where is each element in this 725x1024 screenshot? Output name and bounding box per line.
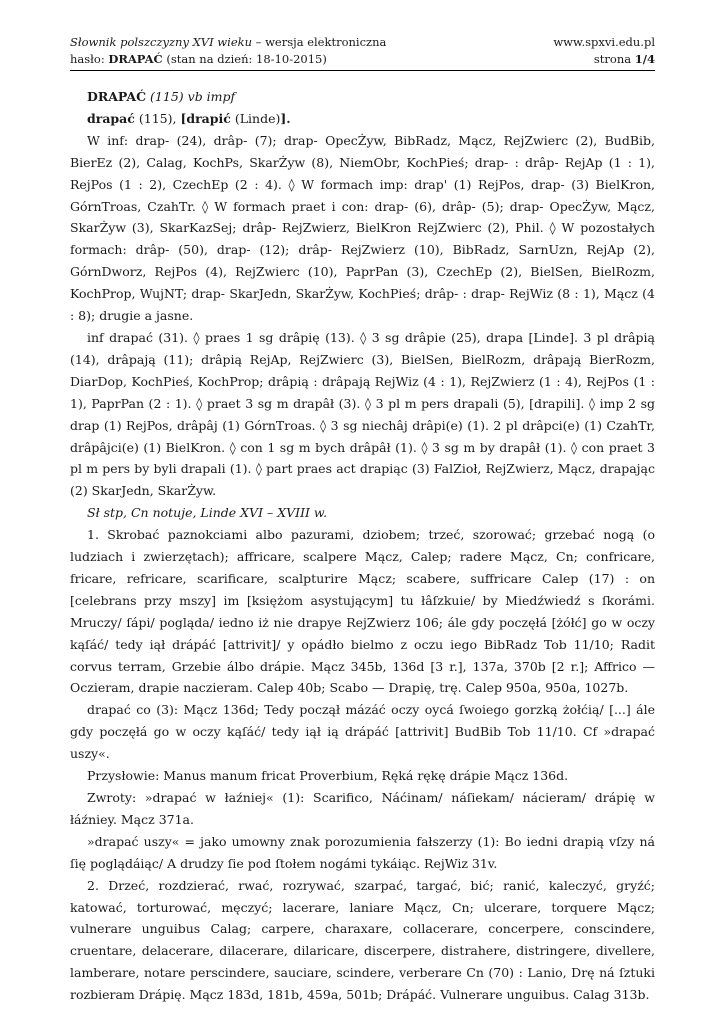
page-number: 1/4	[634, 52, 655, 66]
entry-variants	[70, 108, 655, 130]
paragraph-inf-forms: W inf: drap- (24), drâp- (7); drap- OpecŻyw, BibRadz, Mącz, RejZwierc (2), BudBib, BierEz (2), Calag, KochPs, SkarŻyw (8), NiemObr, KochPieś; drap- : drâp- RejAp (1 : 1), RejPos (1 : 2), CzechEp (2 : 4). ◊ W formach imp: drap' (1) RejPos, drap- (3) BielKron, GórnTroas, CzahTr. ◊ W formach praet i con: drap- (6), drâp- (5); drap- OpecŻyw, Mącz, SkarŻyw (3), SkarKazSej; drâp- RejZwierz, BielKron RejZwierc (2), Phil. ◊ W pozostałych formach: drâp- (50), drap- (12); drâp- RejZwierz (10), BibRadz, SarnUzn, RejAp (2), GórnDworz, RejPos (4), RejZwierc (10), PaprPan (3), CzechEp (2), BielSen, BielRozm, KochProp, WujNT; drap- SkarJedn, SkarŻyw, KochPieś; drâp- : drap- RejWiz (8 : 1), Mącz (4 : 8); drugie a jasne.	[70, 132, 655, 324]
paragraph-sources: Sł stp, Cn notuje, Linde XVI – XVIII w.	[87, 505, 328, 521]
variant-2: [drapić	[180, 110, 231, 126]
dictionary-title: Słownik polszczyzny XVI wieku	[70, 35, 253, 49]
paragraph-inflection: inf drapać (31). ◊ praes 1 sg drâpię (13). ◊ 3 sg drâpie (25), drapa [Linde]. 3 pl drâpią (14), drâpają (11); drâpią RejAp, RejZwierc (3), BielSen, BielRozm, drâpają BierRozm, DiarDop, KochPieś, KochProp; drâpią : drâpają RejWiz (4 : 1), RejZwierz (1 : 4), RejPos (1 : 1), PaprPan (2 : 1). ◊ praet 3 sg m drapâł (3). ◊ 3 pl m pers drapali (5), [drapili]. ◊ imp 2 sg drap (1) RejPos, drâpâj (1) GórnTroas. ◊ 3 sg niechâj drâpi(e) (1). 2 pl drâpci(e) (1) CzahTr, drâpâjci(e) (1) BielKron. ◊ con 1 sg m bych drâpâł (1). ◊ 3 sg m by drapâł (1). ◊ con praet 3 pl m pers by byli drapali (1). ◊ part praes act drapiąc (3) FalZioł, RejZwierz, Mącz, drapając (2) SkarJedn, SkarŻyw.	[70, 329, 655, 499]
version-text: – wersja elektroniczna	[252, 35, 387, 49]
variant-1-count: (115),	[134, 110, 181, 126]
stan-text: (stan na dzień: 18-10-2015)	[162, 52, 327, 66]
header-left-line2	[70, 51, 655, 68]
variant-1: drapać	[87, 110, 135, 126]
site-url[interactable]: www.spxvi.edu.pl	[553, 35, 655, 49]
haslo-label: hasło:	[70, 52, 109, 66]
variant-2-source: (Linde)	[230, 110, 281, 126]
page-indicator	[594, 51, 655, 68]
page-label: strona	[593, 52, 635, 66]
haslo-word: DRAPAĆ	[108, 52, 163, 66]
entry-headword: DRAPAĆ	[87, 89, 147, 104]
paragraph-drapac-uszy: »drapać uszy« = jako umowny znak porozumienia fałszerzy (1): Bo iedni drapią vſzy ná ſię poglądáiąc/ A drudzy ſie pod ſtołem nogámi tykáiąc. RejWiz 31v.	[70, 833, 655, 871]
paragraph-zwroty: Zwroty: »drapać w łaźniej« (1): Scarifico, Náćinam/ náſiekam/ nácieram/ drápię w łáźniey. Mącz 371a.	[70, 790, 655, 827]
paragraph-drapac-co: drapać co (3): Mącz 136d; Tedy począł mázáć oczy oycá ſwoiego gorzką żołćią/ [...] ále gdy poczęłá go w oczy kąſáć/ tedy iął ią drápáć [attrivit] BudBib Tob 11/10. Cf »drapać uszy«.	[70, 702, 655, 762]
header-divider	[70, 70, 655, 71]
entry-body	[70, 86, 655, 1006]
paragraph-sense-1: 1. Skrobać paznokciami albo pazurami, dziobem; trzeć, szorować; grzebać nogą (o ludziach i zwierzętach); affricare, scalpere Mącz, Calep; radere Mącz, Cn; confricare, fricare, refricare, scarificare, scalpturire Mącz; scabere, suffricare Calep (17) : on [celebrans przy mszy] im [księżom asystującym] tu łâſzkuie/ by Miedźwiedź s ſkorámi. Mruczy/ ſápi/ pogląda/ iedno iż nie drapye RejZwierz 106; ále gdy poczęłá [żółć] go w oczy kąſáć/ tedy iął drápáć [attrivit]/ y opádło bielmo z oczu iego BibRadz Tob 11/10; Radit corvus terram, Grzebie álbo drápie. Mącz 345b, 136d [3 r.], 137a, 370b [2 r.]; Affrico — Oczieram, drapie naczieram. Calep 40b; Scabo — Drapię, trę. Calep 950a, 950a, 1027b.	[70, 527, 655, 696]
entry-grammar: (115) vb impf	[146, 89, 236, 104]
variant-close: ].	[280, 110, 291, 126]
entry-headword-line	[70, 86, 655, 108]
paragraph-proverb: Przysłowie: Manus manum fricat Proverbium, Ręká rękę drápie Mącz 136d.	[87, 768, 569, 784]
paragraph-sense-2: 2. Drzeć, rozdzierać, rwać, rozrywać, szarpać, targać, bić; ranić, kaleczyć, gryźć; katować, torturować, męczyć; lacerare, laniare Mącz, Cn; ulcerare, torquere Mącz; vulnerare unguibus Calag; carpere, charaxare, collacerare, concerpere, conscindere, cruentare, delacerare, dilacerare, dilaricare, discerpere, distrahere, distringere, divellere, lamberare, notare perscindere, sauciare, scindere, verberare Cn (70) : Lanio, Drę ná ſztuki rozbieram Drápię. Mącz 183d, 181b, 459a, 501b; Drápáć. Vulnerare unguibus. Calag 313b.	[70, 877, 655, 1003]
